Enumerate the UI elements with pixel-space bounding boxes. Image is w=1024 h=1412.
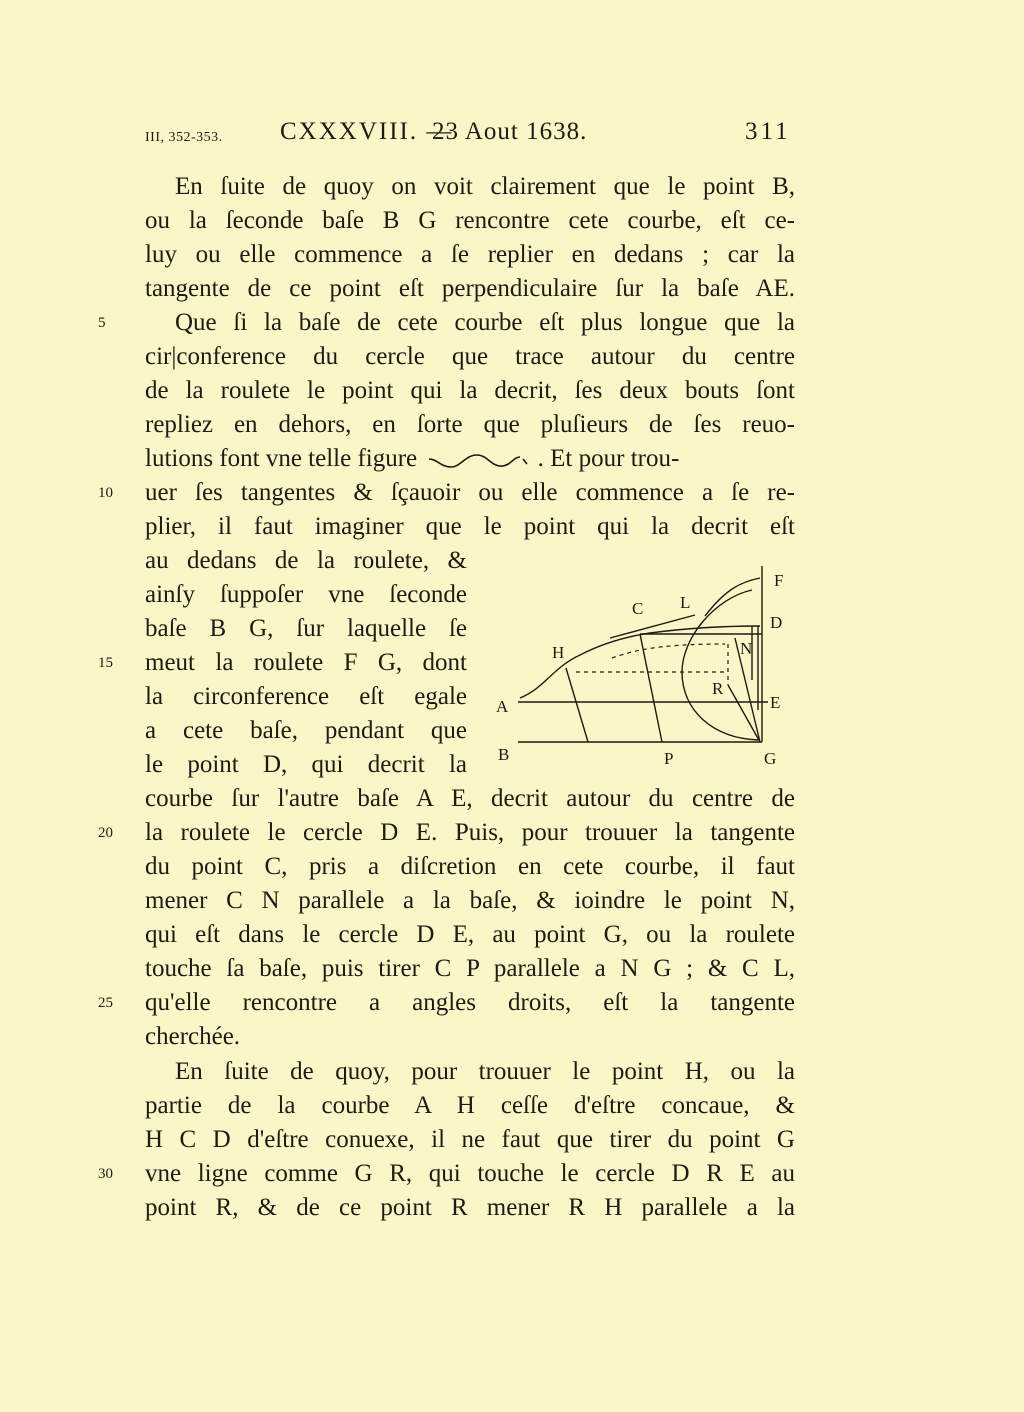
text-line: En ſuite de quoy, pour trouuer le point H, ou la [175, 1058, 795, 1085]
header-reference: III, 352-353. [145, 130, 223, 145]
text-line: uer ſes tangentes & ſçauoir ou elle commence a ſe re- [145, 479, 795, 506]
dashed-curve [612, 644, 725, 658]
text-line: cherchée. [145, 1023, 241, 1050]
text-line: qu'elle rencontre a angles droits, eſt la tangente [145, 989, 795, 1016]
text-line: En ſuite de quoy on voit clairement que le point B, [175, 173, 795, 200]
line-number: 5 [98, 315, 106, 331]
text-line: meut la roulete F G, dont [145, 649, 467, 676]
text-line: la circonference eſt egale [145, 683, 467, 710]
header-letter-number: CXXXVIII. — [280, 118, 454, 145]
label-b: B [498, 745, 510, 764]
wave-figure-icon [423, 449, 531, 471]
text-line: au dedans de la roulete, & [145, 547, 467, 574]
text-line: du point C, pris a diſcretion en cete courbe, il faut [145, 853, 795, 880]
text-line: ou la ſeconde baſe B G rencontre cete courbe, eſt ce- [145, 207, 795, 234]
line-number: 25 [98, 995, 113, 1011]
label-l: L [680, 593, 691, 612]
label-a: A [496, 697, 509, 716]
header-date: 23 Aout 1638. [432, 118, 588, 145]
text-line: la roulete le cercle D E. Puis, pour trouuer la tangente [145, 819, 795, 846]
text-segment: lutions font vne telle figure [145, 445, 418, 472]
text-line: qui eſt dans le cercle D E, au point G, ou la roulete [145, 921, 795, 948]
text-line-with-figure [145, 442, 795, 476]
line-rg [728, 685, 760, 742]
page-number: 311 [745, 118, 791, 145]
label-p: P [664, 749, 674, 768]
label-g: G [764, 749, 777, 768]
text-segment: . Et pour trou- [537, 445, 680, 472]
line-h [566, 668, 588, 742]
label-f: F [774, 571, 784, 590]
label-r: R [712, 679, 724, 698]
line-cp [640, 634, 662, 742]
text-line: le point D, qui decrit la [145, 751, 467, 778]
label-n: N [740, 639, 753, 658]
label-c: C [632, 599, 644, 618]
line-number: 15 [98, 655, 113, 671]
text-line: a cete baſe, pendant que [145, 717, 467, 744]
line-number: 20 [98, 825, 113, 841]
label-h: H [552, 643, 565, 662]
line-number: 30 [98, 1166, 113, 1182]
text-line: courbe ſur l'autre baſe A E, decrit autour du centre de [145, 785, 795, 812]
text-line: H C D d'eſtre conuexe, il ne faut que tirer du point G [145, 1126, 795, 1153]
text-line: point R, & de ce point R mener R H parallele a la [145, 1194, 795, 1221]
label-e: E [770, 693, 781, 712]
text-line: ainſy ſuppoſer vne ſeconde [145, 581, 467, 608]
text-line: tangente de ce point eſt perpendiculaire ſur la baſe AE. [145, 275, 795, 302]
text-line: partie de la courbe A H ceſſe d'eſtre concaue, & [145, 1092, 795, 1119]
text-line: luy ou elle commence a ſe replier en dedans ; car la [145, 241, 795, 268]
text-line: Que ſi la baſe de cete courbe eſt plus longue que la [175, 309, 795, 336]
text-line: touche ſa baſe, puis tirer C P parallele a N G ; & C L, [145, 955, 795, 982]
text-line: baſe B G, ſur laquelle ſe [145, 615, 467, 642]
line-number: 10 [98, 485, 113, 501]
text-line: repliez en dehors, en ſorte que pluſieurs de ſes reuo- [145, 411, 795, 438]
text-line: cir|conference du cercle que trace autour du centre [145, 343, 795, 370]
text-line: mener C N parallele a la baſe, & ioindre le point N, [145, 887, 795, 914]
text-line: de la roulete le point qui la decrit, ſes deux bouts ſont [145, 377, 795, 404]
text-line: plier, il faut imaginer que le point qui la decrit eſt [145, 513, 795, 540]
text-line: vne ligne comme G R, qui touche le cercle D R E au [145, 1160, 795, 1187]
label-d: D [770, 613, 783, 632]
roulette-tangent-diagram [490, 560, 800, 775]
